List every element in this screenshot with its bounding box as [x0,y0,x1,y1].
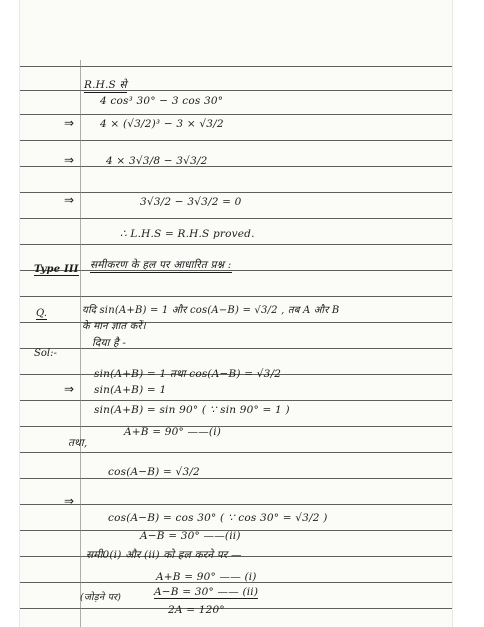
ruled-line [20,348,452,349]
rhs-heading: R.H.S से [84,79,127,91]
section-title: समीकरण के हल पर आधारित प्रश्न : [90,259,232,271]
ruled-line [20,608,452,609]
ruled-line [20,140,452,141]
solution-line-3: sin(A+B) = sin 90° ( ∵ sin 90° = 1 ) [94,404,290,416]
implies-arrow: ⇒ [64,153,75,167]
ruled-line [20,192,452,193]
step-line-1: 4 cos³ 30° − 3 cos 30° [100,95,224,107]
solution-line-1: sin(A+B) = 1 तथा cos(A−B) = √3/2 [94,368,282,380]
solution-line-6: cos(A−B) = cos 30° ( ∵ cos 30° = √3/2 ) [108,512,328,524]
type-label: Type III [34,264,79,275]
ruled-line [20,114,452,115]
solution-line-4: A+B = 90° ——(i) [124,426,222,438]
solution-line-10: A−B = 30° —— (ii) [154,586,259,598]
question-text-1: यदि sin(A+B) = 1 और cos(A−B) = √3/2 , तब A और B [82,305,340,316]
margin-line [80,60,81,627]
ruled-line [20,504,452,505]
given-label: दिया है - [92,337,127,349]
solution-line-2: sin(A+B) = 1 [94,384,167,396]
add-label: (जोड़ने पर) [80,592,122,603]
implies-arrow: ⇒ [64,116,75,130]
step-line-3: 4 × 3√3/8 − 3√3/2 [106,155,208,167]
implies-arrow: ⇒ [64,193,75,207]
ruled-line [20,426,452,427]
ruled-line [20,270,452,271]
ruled-line [20,66,452,67]
solution-line-8: समी0(i) और (ii) को हल करने पर — [86,549,242,561]
notebook-page [20,0,452,627]
step-line-4: 3√3/2 − 3√3/2 = 0 [140,196,242,208]
solution-line-5: cos(A−B) = √3/2 [108,466,200,478]
ruled-line [20,452,452,453]
solution-label: Sol:- [34,348,57,359]
ruled-line [20,478,452,479]
solution-line-11: 2A = 120° [168,604,225,616]
step-line-2: 4 × (√3/2)³ − 3 × √3/2 [100,118,224,130]
implies-arrow: ⇒ [64,382,75,396]
tatha-label: तथा, [68,437,88,449]
ruled-line [20,166,452,167]
solution-line-7: A−B = 30° ——(ii) [140,530,241,542]
question-text-2: के मान ज्ञात करें। [82,321,146,332]
ruled-line [20,400,452,401]
ruled-line [20,218,452,219]
proved-line: ∴ L.H.S = R.H.S proved. [120,228,255,240]
implies-arrow: ⇒ [64,494,75,508]
solution-line-9: A+B = 90° —— (i) [156,571,257,583]
question-label: Q. [36,308,47,319]
ruled-line [20,296,452,297]
ruled-line [20,244,452,245]
